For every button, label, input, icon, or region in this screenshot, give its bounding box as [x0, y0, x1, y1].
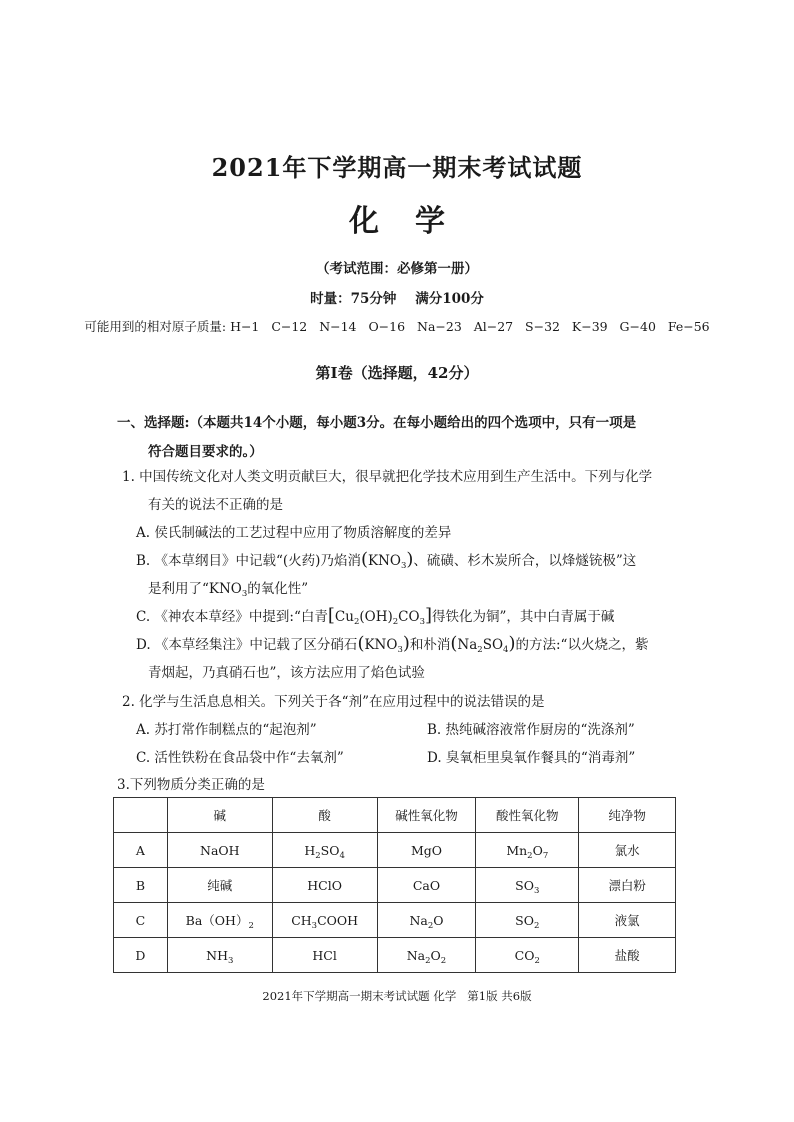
cell-acidic-oxide: $SO_2$ — [476, 903, 579, 938]
table-header: 碱 — [167, 798, 272, 833]
q1-stem: 1. 中国传统文化对人类文明贡献巨大，很早就把化学技术应用到生产生活中。下列与化学 — [122, 469, 653, 485]
cell-pure: 盐酸 — [579, 938, 676, 973]
row-label: C — [114, 903, 168, 938]
mass-item: Na−23 — [417, 319, 462, 334]
mass-item: Fe−56 — [667, 319, 710, 334]
q1-option-d: D. 《本草经集注》中记载了区分硝石$(KNO_3)$和朴消$(Na_2SO_4)$的方法:“以火烧之，紫 — [136, 633, 649, 655]
cell-acidic-oxide: $CO_2$ — [476, 938, 579, 973]
section-heading: 一、选择题:（本题共14个小题，每小题3分。在每小题给出的四个选项中，只有一项是 — [117, 415, 637, 431]
cell-acidic-oxide: $SO_3$ — [476, 868, 579, 903]
table-header-row — [114, 798, 676, 833]
cell-acid: $CH_3COOH$ — [272, 903, 377, 938]
cell-acidic-oxide: $Mn_2O_7$ — [476, 833, 579, 868]
exam-title: 2021年下学期高一期末考试试题 — [211, 153, 583, 182]
classification-table — [113, 797, 676, 973]
table-header: 纯净物 — [579, 798, 676, 833]
mass-item: C−12 — [271, 319, 308, 334]
mass-item: G−40 — [619, 319, 656, 334]
q1-option-c: C. 《神农本草经》中提到:“白青$[Cu_2(OH)_2CO_3]$得铁化为铜”，其中白青属于碱 — [136, 605, 615, 627]
mass-item: N−14 — [319, 319, 357, 334]
exam-scope: （考试范围：必修第一册） — [316, 261, 478, 277]
q2-option-c: C. 活性铁粉在食品袋中作“去氧剂” — [136, 750, 344, 766]
atomic-masses-label: 可能用到的相对原子质量: — [84, 319, 227, 334]
q2-option-a: A. 苏打常作制糕点的“起泡剂” — [136, 722, 317, 738]
part-heading: 第Ⅰ卷（选择题，42分） — [315, 364, 479, 382]
table-header: 酸 — [272, 798, 377, 833]
page-footer: 2021年下学期高一期末考试试题 化学 第1版 共6版 — [262, 989, 532, 1003]
cell-basic-oxide: $Na_2O$ — [377, 903, 476, 938]
table-row — [114, 833, 676, 868]
cell-base: $Ba(OH)_2$ — [167, 903, 272, 938]
cell-pure: 液氯 — [579, 903, 676, 938]
mass-item: S−32 — [525, 319, 560, 334]
exam-time-score: 时量：75分钟 满分100分 — [310, 291, 484, 307]
table-header: 碱性氧化物 — [377, 798, 476, 833]
q1-option-a: A. 侯氏制碱法的工艺过程中应用了物质溶解度的差异 — [136, 525, 452, 541]
cell-basic-oxide: CaO — [377, 868, 476, 903]
cell-basic-oxide: $Na_2O_2$ — [377, 938, 476, 973]
q2-option-d: D. 臭氧柜里臭氧作餐具的“消毒剂” — [427, 750, 636, 766]
q1-stem-cont: 有关的说法不正确的是 — [148, 497, 283, 513]
q1-option-d-cont: 青烟起，乃真硝石也”，该方法应用了焰色试验 — [148, 665, 425, 681]
mass-item: O−16 — [368, 319, 406, 334]
cell-acid: $H_2SO_4$ — [272, 833, 377, 868]
cell-acid: HCl — [272, 938, 377, 973]
table-header — [114, 798, 168, 833]
cell-acid: HClO — [272, 868, 377, 903]
cell-base: $NH_3$ — [167, 938, 272, 973]
row-label: A — [114, 833, 168, 868]
cell-basic-oxide: MgO — [377, 833, 476, 868]
cell-pure: 氯水 — [579, 833, 676, 868]
mass-item: K−39 — [571, 319, 608, 334]
table-row — [114, 868, 676, 903]
mass-item: Al−27 — [473, 319, 514, 334]
table-row — [114, 938, 676, 973]
q1-option-b-cont: 是利用了“$KNO_3$的氧化性” — [148, 581, 309, 599]
section-heading-cont: 符合题目要求的。） — [148, 444, 263, 460]
subject-title: 化学 — [349, 204, 481, 239]
cell-base: NaOH — [167, 833, 272, 868]
q1-option-b: B. 《本草纲目》中记载“(火药)乃焰消$(KNO_3)$、硫磺、杉木炭所合，以烽燧铳极”这 — [136, 549, 637, 571]
row-label: D — [114, 938, 168, 973]
q2-stem: 2. 化学与生活息息相关。下列关于各“剂”在应用过程中的说法错误的是 — [122, 694, 545, 710]
table-row — [114, 903, 676, 938]
q3-stem: 3.下列物质分类正确的是 — [117, 777, 265, 793]
row-label: B — [114, 868, 168, 903]
atomic-masses — [0, 317, 794, 335]
q2-option-b: B. 热纯碱溶液常作厨房的“洗涤剂” — [427, 722, 635, 738]
table-header: 酸性氧化物 — [476, 798, 579, 833]
cell-base: 纯碱 — [167, 868, 272, 903]
mass-item: H−1 — [230, 319, 260, 334]
cell-pure: 漂白粉 — [579, 868, 676, 903]
